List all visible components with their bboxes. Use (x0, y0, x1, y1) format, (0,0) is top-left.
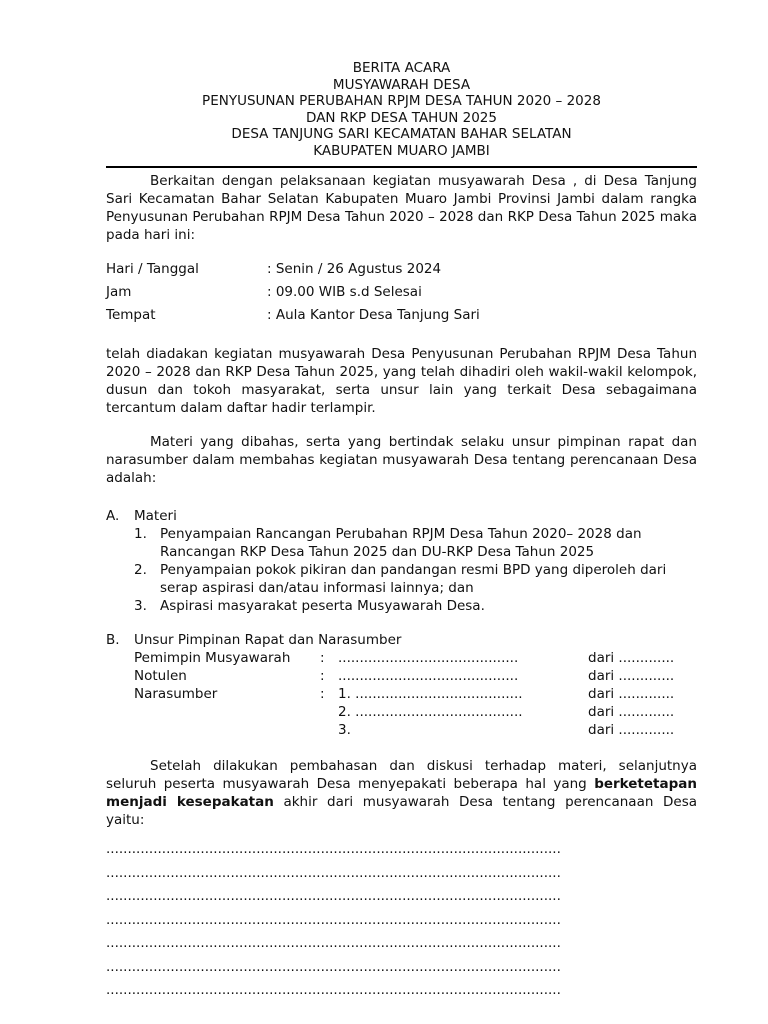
person-row (106, 721, 697, 739)
person-name-blank: 2. ....................................... (338, 704, 523, 720)
person-colon: : (320, 650, 325, 666)
person-colon: : (320, 686, 325, 702)
info-value: : 09.00 WIB s.d Selesai (267, 284, 422, 300)
agreement-bold-phrase: berketetapan menjadi kesepakatan (106, 776, 697, 810)
list-item-number: 2. (134, 562, 147, 578)
list-item (106, 597, 697, 615)
section-b (106, 631, 697, 739)
person-colon (320, 721, 338, 739)
list-item-number: 3. (134, 598, 147, 614)
section-a-letter: A. (106, 508, 120, 524)
person-role: Pemimpin Musyawarah (134, 650, 291, 666)
person-colon: : (320, 668, 325, 684)
person-row (106, 667, 697, 685)
info-label: Hari / Tanggal (106, 261, 199, 277)
person-role: Notulen (134, 668, 187, 684)
list-item-text: Aspirasi masyarakat peserta Musyawarah Desa. (160, 598, 485, 614)
agreement-paragraph (106, 757, 697, 829)
list-item-text: Penyampaian pokok pikiran dan pandangan resmi BPD yang diperoleh dari serap aspirasi dan/atau informasi lainnya; dan (160, 562, 667, 596)
person-name-blank: .......................................... (338, 650, 519, 666)
info-label: Tempat (106, 307, 156, 323)
header-line-6: KABUPATEN MUARO JAMBI (313, 142, 490, 159)
blank-line: .......................................................................................................... (106, 864, 561, 881)
info-row-place (106, 304, 697, 327)
intro-paragraph: Berkaitan dengan pelaksanaan kegiatan musyawarah Desa , di Desa Tanjung Sari Kecamatan Bahar Selatan Kabupaten Muaro Jambi Provinsi Jambi dalam rangka Penyusunan Perubahan RPJM Desa Tahun 2020 – 2028 dan RKP Desa Tahun 2025 maka pada hari ini: (106, 173, 697, 243)
list-item (106, 525, 697, 561)
person-name-blank: 3. (338, 722, 351, 738)
person-name-blank: 1. ....................................... (338, 686, 523, 702)
person-role (134, 721, 320, 739)
blank-line: .......................................................................................................... (106, 888, 561, 904)
blank-line: .......................................................................................................... (106, 841, 561, 857)
list-item-number: 1. (134, 526, 147, 542)
person-origin-blank: dari ............. (588, 686, 675, 702)
header-divider (106, 166, 697, 168)
person-origin-blank: dari ............. (588, 668, 675, 684)
blank-line: .......................................................................................................... (106, 982, 561, 998)
agreement-text-before: Setelah dilakukan pembahasan dan diskusi terhadap materi, selanjutnya seluruh peserta musyawarah Desa menyepakati beberapa hal yang (106, 758, 697, 792)
person-origin-blank: dari ............. (588, 704, 675, 720)
agreement-blank-lines (106, 838, 697, 1003)
header-line-2: MUSYAWARAH DESA (332, 76, 471, 93)
info-row-date (106, 258, 697, 281)
info-value: : Aula Kantor Desa Tanjung Sari (267, 307, 480, 323)
agreement-text-after: akhir dari musyawarah Desa tentang perencanaan Desa yaitu: (106, 794, 698, 828)
section-a (106, 507, 697, 615)
blank-line: .......................................................................................................... (106, 958, 561, 975)
person-role (134, 703, 320, 721)
person-origin-blank: dari ............. (588, 722, 675, 738)
info-value: : Senin / 26 Agustus 2024 (267, 261, 442, 277)
info-label: Jam (106, 284, 132, 300)
list-item-text: Penyampaian Rancangan Perubahan RPJM Desa Tahun 2020– 2028 dan Rancangan RKP Desa Tahun 2025 dan DU-RKP Desa Tahun 2025 (160, 526, 642, 560)
blank-line: .......................................................................................................... (106, 911, 561, 928)
section-a-title: Materi (134, 508, 177, 524)
header-line-3: PENYUSUNAN PERUBAHAN RPJM DESA TAHUN 2020 – 2028 (202, 93, 601, 109)
blank-line: .......................................................................................................... (106, 935, 561, 951)
person-colon (320, 703, 338, 721)
attendance-paragraph: telah diadakan kegiatan musyawarah Desa Penyusunan Perubahan RPJM Desa Tahun 2020 – 2028 dan RKP Desa Tahun 2025, yang telah dihadiri oleh wakil-wakil kelompok, dusun dan tokoh masyarakat, serta unsur lain yang terkait Desa sebagaimana tercantum dalam daftar hadir terlampir. (106, 346, 697, 416)
person-row (106, 703, 697, 721)
info-row-time (106, 281, 697, 304)
header-line-1: BERITA ACARA (352, 60, 451, 76)
header-line-4: DAN RKP DESA TAHUN 2025 (306, 109, 497, 126)
person-origin-blank: dari ............. (588, 650, 675, 666)
list-item (106, 561, 697, 597)
materials-intro-paragraph: Materi yang dibahas, serta yang bertindak selaku unsur pimpinan rapat dan narasumber dalam membahas kegiatan musyawarah Desa tentang perencanaan Desa adalah: (106, 434, 697, 486)
person-row (106, 649, 697, 667)
section-b-letter: B. (106, 632, 120, 648)
person-row (106, 685, 697, 703)
document-header (106, 60, 697, 159)
header-line-5: DESA TANJUNG SARI KECAMATAN BAHAR SELATAN (231, 126, 572, 142)
person-name-blank: .......................................... (338, 668, 519, 684)
section-b-title: Unsur Pimpinan Rapat dan Narasumber (134, 632, 402, 648)
document-page (106, 60, 697, 1003)
person-role: Narasumber (134, 686, 218, 702)
meeting-info (106, 258, 697, 327)
